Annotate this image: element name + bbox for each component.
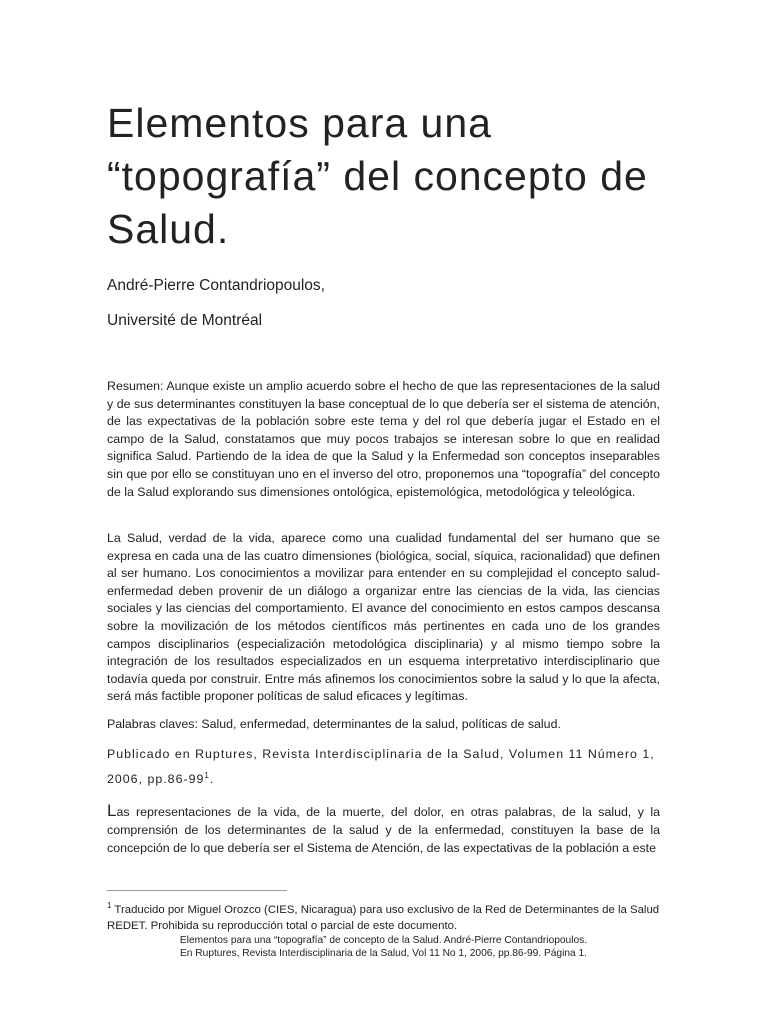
keywords: Palabras claves: Salud, enfermedad, determinantes de la salud, políticas de salud. [107,717,561,731]
intro-text: as representaciones de la vida, de la muerte, del dolor, en otras palabras, de la salud, y la comprensión de los determinantes de la salud y de la enfermedad, constituyen la base de la concepción de lo que debería ser el Sistema de Atención, de las expectativas de la población a este [107,805,660,855]
footnote-mark: 1 [107,901,112,910]
footnote-reference: 1 [204,771,210,780]
publication-text: Publicado en Ruptures, Revista Interdisciplinaria de la Salud, Volumen 11 Número 1, 2006, pp.86-99 [107,747,655,787]
publication-note [107,744,667,790]
footnote [107,898,660,934]
footer-line-1: Elementos para una “topografía” de concepto de la Salud. André-Pierre Contandriopoulos. [179,935,588,946]
publication-end: . [209,772,215,787]
footnote-divider [107,890,287,891]
intro-paragraph [107,802,660,857]
author-affiliation: Université de Montréal [107,312,263,329]
footnote-text: Traducido por Miguel Orozco (CIES, Nicaragua) para uso exclusivo de la Red de Determinantes de la Salud REDET. Prohibida su reproducción total o parcial de este documento. [107,903,660,932]
running-footer [107,934,660,960]
author-name: André-Pierre Contandriopoulos, [107,277,325,294]
document-title: Elementos para una “topografía” del concepto de Salud. [107,100,648,252]
intro-dropcap: L [107,801,117,820]
abstract-paragraph-1: Resumen: Aunque existe un amplio acuerdo sobre el hecho de que las representaciones de la salud y de sus determinantes constituyen la base conceptual de lo que debería ser el sistema de atención, de las expectativas de la población sobre este tema y del rol que debería jugar el Estado en el campo de la Salud, constatamos que muy pocos trabajos se interesan sobre lo que en realidad significa Salud. Partiendo de la idea de que la Salud y la Enfermedad son conceptos inseparables sin que por ello se constituyan uno en el inverso del otro, proponemos una “topografía” del concepto de la Salud explorando sus dimensiones ontológica, epistemológica, metodológica y teleológica. [107,379,660,499]
footer-line-2: En Ruptures, Revista Interdisciplinaria de la Salud, Vol 11 No 1, 2006, pp.86-99. Página 1. [180,948,587,959]
abstract-paragraph-2: La Salud, verdad de la vida, aparece como una cualidad fundamental del ser humano que se expresa en cada una de las cuatro dimensiones (biológica, social, síquica, racionalidad) que definen al ser humano. Los conocimientos a movilizar para entender en su complejidad el concepto salud-enfermedad deben provenir de un diálogo a organizar entre las ciencias de la vida, las ciencias sociales y las ciencias del comportamiento. El avance del conocimiento en estos campos descansa sobre la movilización de los métodos científicos más pertinentes en cada uno de los grandes campos disciplinarios (especialización metodológica disciplinaria) y al mismo tiempo sobre la integración de los resultados especializados en un esquema interpretativo interdisciplinario que todavía queda por construir. Entre más afinemos los conocimientos sobre la salud y lo que la afecta, será más factible proponer políticas de salud eficaces y legítimas. [107,531,660,704]
